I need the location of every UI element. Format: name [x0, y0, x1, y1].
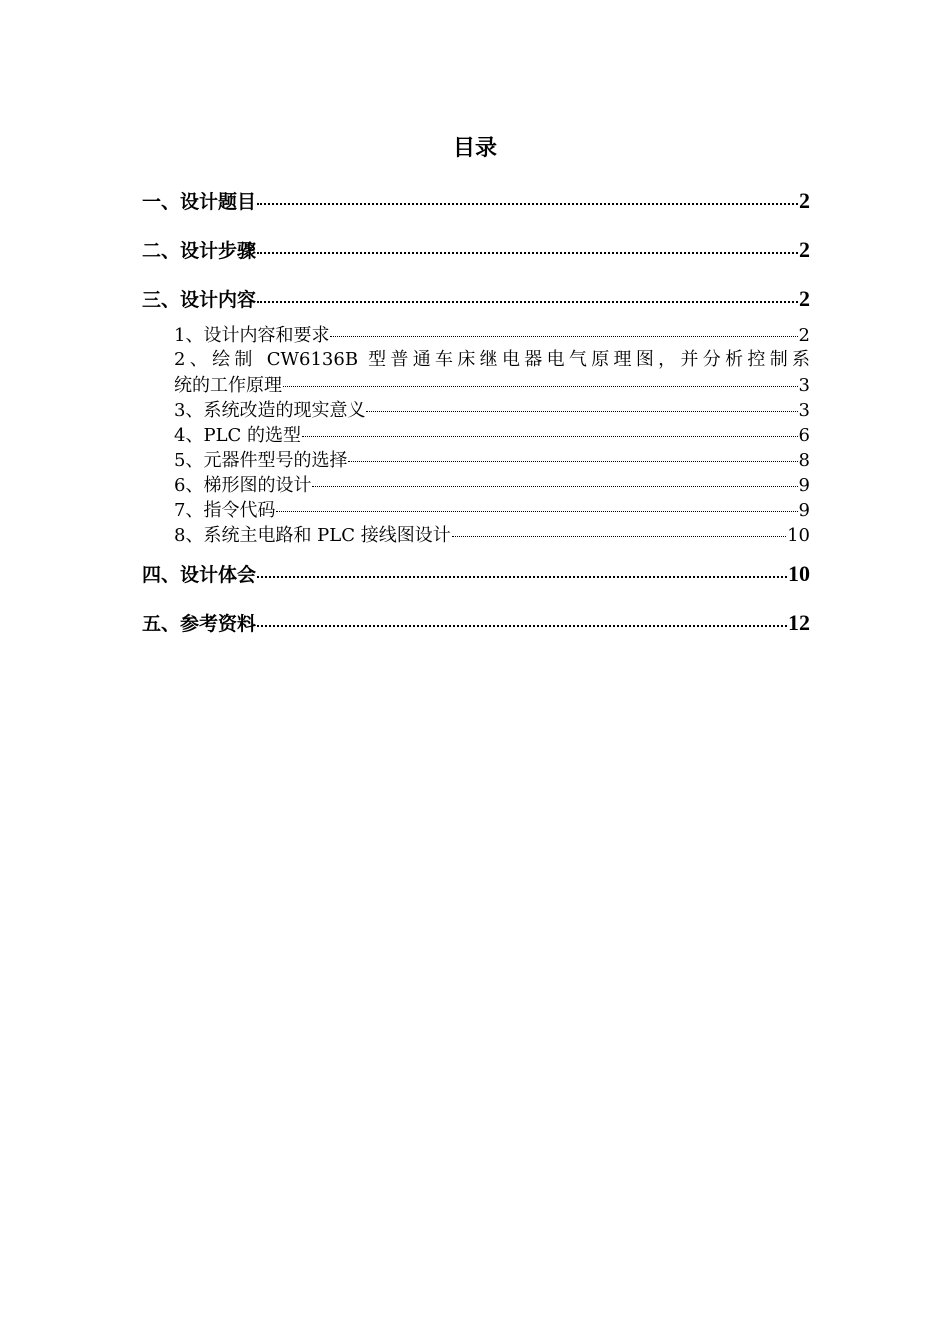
toc-leader-dots: [257, 282, 798, 303]
toc-entry-4[interactable]: [142, 560, 810, 588]
toc-entry-page: 2: [799, 237, 810, 262]
toc-entry-text: 二、设计步骤: [142, 240, 257, 262]
toc-entry-3-8[interactable]: [174, 522, 810, 548]
toc-entry-page: 3: [798, 375, 810, 396]
toc-title: 目录: [452, 136, 497, 161]
toc-leader-dots: [276, 493, 797, 512]
toc-entry-page: 10: [787, 525, 810, 546]
toc-entry-page: 2: [799, 286, 810, 311]
toc-leader-dots: [366, 393, 797, 412]
toc-entry-text: 3、系统改造的现实意义: [174, 400, 366, 421]
toc-entry-3[interactable]: [142, 285, 810, 313]
toc-leader-dots: [257, 184, 798, 205]
toc-entry-3-1[interactable]: [174, 322, 810, 348]
toc-entry-page: 9: [798, 475, 810, 496]
toc-entry-page: 2: [799, 188, 810, 213]
toc-entry-page: 6: [798, 425, 810, 446]
toc-leader-dots: [283, 368, 798, 387]
toc-leader-dots: [452, 518, 786, 537]
toc-entry-page: 10: [788, 561, 810, 586]
toc-entry-page: 8: [798, 450, 810, 471]
toc-leader-dots: [348, 443, 797, 462]
toc-entry-text: 一、设计题目: [142, 191, 257, 213]
toc-entry-5[interactable]: [142, 609, 810, 637]
toc-entry-text: 4、PLC 的选型: [174, 425, 302, 446]
toc-leader-dots: [330, 318, 797, 337]
toc-entry-text: 1、设计内容和要求: [174, 325, 330, 346]
toc-entry-3-2-line1[interactable]: 2、绘制 CW6136B 型普通车床继电器电气原理图，并分析控制系: [174, 349, 810, 370]
toc-leader-dots: [257, 606, 787, 627]
toc-entry-page: 12: [788, 610, 810, 635]
toc-leader-dots: [312, 468, 797, 487]
toc-entry-text: 7、指令代码: [174, 500, 276, 521]
toc-entry-page: 9: [798, 500, 810, 521]
toc-entry-text: 8、系统主电路和 PLC 接线图设计: [174, 525, 451, 546]
toc-entry-1[interactable]: [142, 187, 810, 215]
toc-entry-text: 五、参考资料: [142, 613, 257, 635]
toc-entry-text: 6、梯形图的设计: [174, 475, 312, 496]
toc-entry-text: 三、设计内容: [142, 289, 257, 311]
toc-entry-2[interactable]: [142, 236, 810, 264]
toc-leader-dots: [302, 418, 798, 437]
toc-leader-dots: [257, 233, 798, 254]
toc-entry-page: 2: [798, 325, 810, 346]
toc-entry-text: 统的工作原理: [174, 375, 282, 396]
toc-leader-dots: [257, 557, 787, 578]
toc-entry-text: 四、设计体会: [142, 564, 257, 586]
toc-entry-text: 5、元器件型号的选择: [174, 450, 348, 471]
toc-entry-page: 3: [798, 400, 810, 421]
